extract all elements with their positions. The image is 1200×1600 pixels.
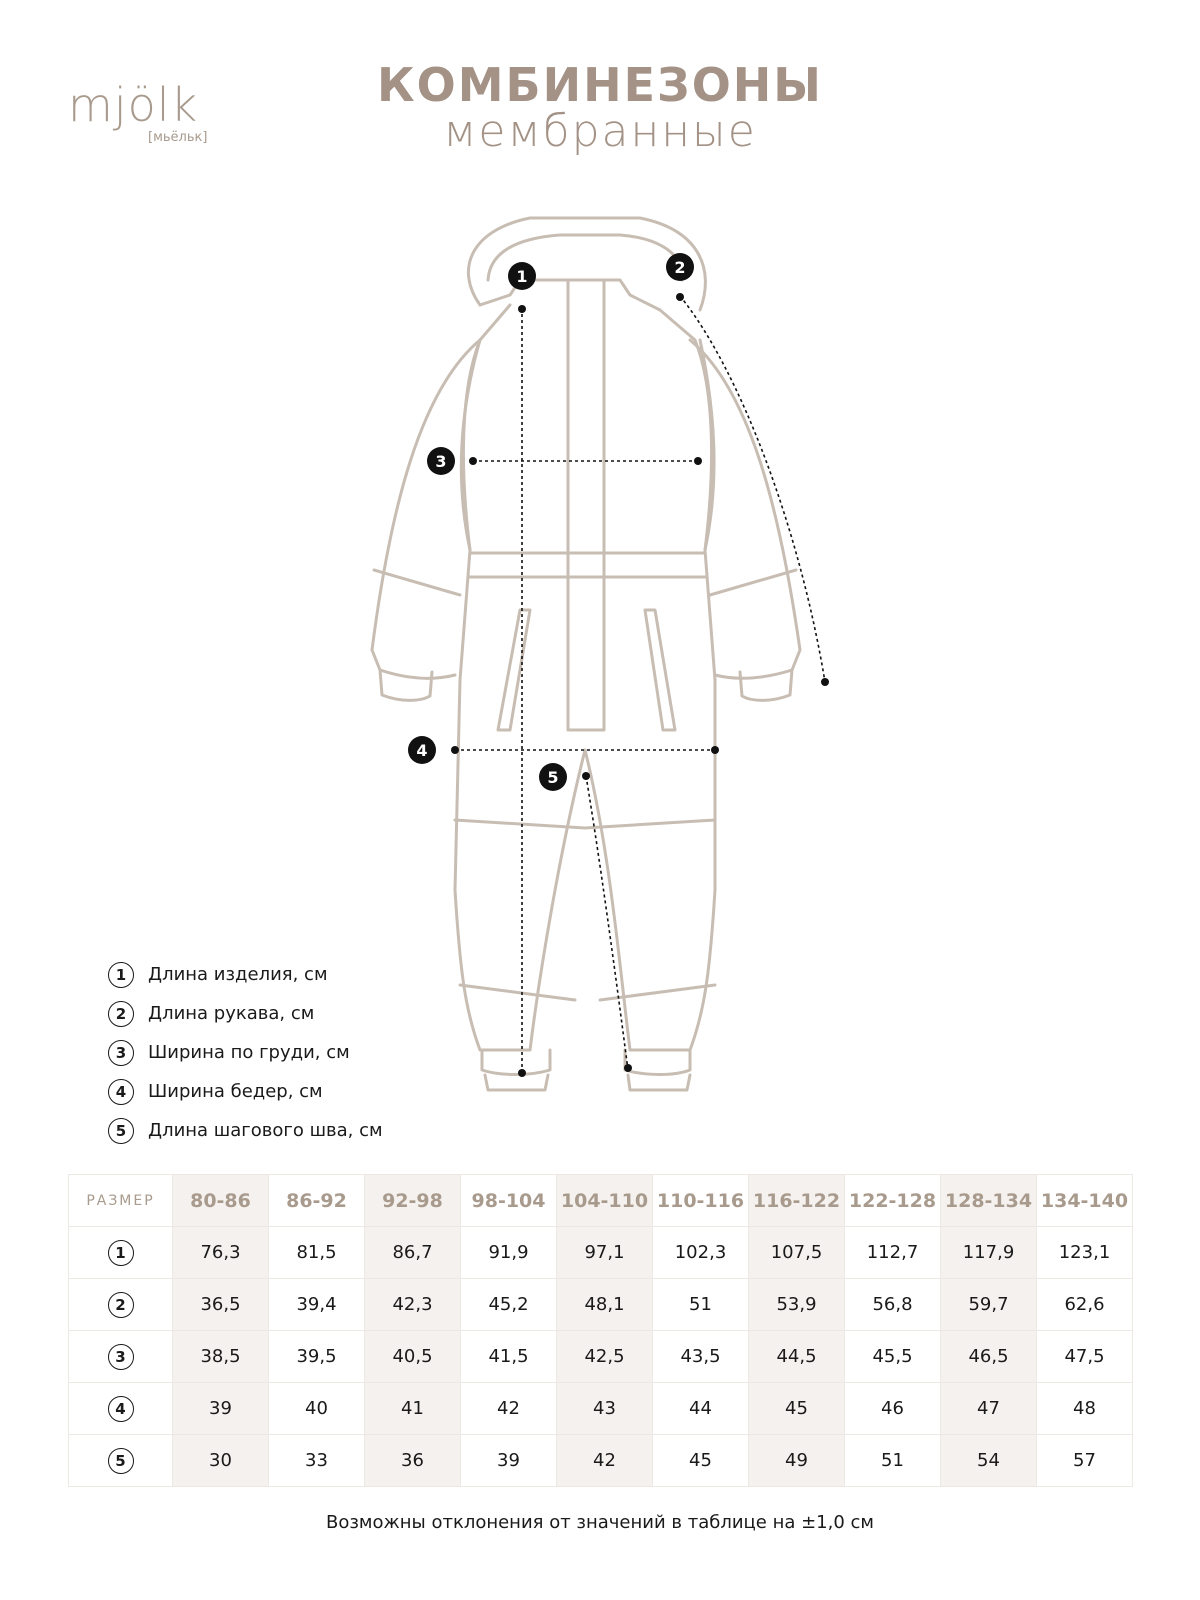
table-cell: 42 <box>557 1435 653 1487</box>
measure-lines <box>455 296 825 1072</box>
row-number-cell <box>69 1435 173 1487</box>
table-cell: 49 <box>749 1435 845 1487</box>
table-row <box>69 1383 1133 1435</box>
legend-item <box>108 994 428 1033</box>
table-cell: 102,3 <box>653 1227 749 1279</box>
legend-label: Длина шагового шва, см <box>148 1120 383 1141</box>
legend-item <box>108 1033 428 1072</box>
svg-text:3: 3 <box>435 452 447 471</box>
table-cell: 53,9 <box>749 1279 845 1331</box>
measurement-legend <box>108 955 428 1150</box>
size-header: 134-140 <box>1037 1175 1133 1227</box>
marker-2 <box>666 253 694 281</box>
table-cell: 112,7 <box>845 1227 941 1279</box>
row-number: 1 <box>108 1240 134 1266</box>
table-cell: 81,5 <box>269 1227 365 1279</box>
size-header-row <box>69 1175 1133 1227</box>
legend-label: Длина рукава, см <box>148 1003 315 1024</box>
table-cell: 59,7 <box>941 1279 1037 1331</box>
size-header: 86-92 <box>269 1175 365 1227</box>
table-cell: 38,5 <box>173 1331 269 1383</box>
svg-text:1: 1 <box>516 267 528 286</box>
marker-3 <box>427 447 455 475</box>
legend-item <box>108 955 428 994</box>
svg-text:2: 2 <box>674 258 686 277</box>
size-header: 92-98 <box>365 1175 461 1227</box>
legend-label: Ширина бедер, см <box>148 1081 323 1102</box>
logo-text: mjölk <box>68 78 199 132</box>
table-cell: 39 <box>461 1435 557 1487</box>
row-number: 2 <box>108 1292 134 1318</box>
table-cell: 42,3 <box>365 1279 461 1331</box>
jumpsuit-outline <box>372 218 800 1090</box>
page-title: КОМБИНЕЗОНЫ <box>377 58 823 112</box>
table-cell: 51 <box>845 1435 941 1487</box>
legend-number: 2 <box>108 1001 134 1027</box>
table-cell: 45,5 <box>845 1331 941 1383</box>
table-cell: 86,7 <box>365 1227 461 1279</box>
table-cell: 48,1 <box>557 1279 653 1331</box>
svg-text:4: 4 <box>416 741 428 760</box>
table-cell: 117,9 <box>941 1227 1037 1279</box>
table-cell: 45 <box>653 1435 749 1487</box>
jumpsuit-diagram <box>360 210 860 1120</box>
table-cell: 39,4 <box>269 1279 365 1331</box>
table-cell: 33 <box>269 1435 365 1487</box>
row-number: 3 <box>108 1344 134 1370</box>
table-cell: 44,5 <box>749 1331 845 1383</box>
table-cell: 43 <box>557 1383 653 1435</box>
legend-number: 4 <box>108 1079 134 1105</box>
row-number-cell <box>69 1383 173 1435</box>
size-header: 128-134 <box>941 1175 1037 1227</box>
table-cell: 30 <box>173 1435 269 1487</box>
table-cell: 46 <box>845 1383 941 1435</box>
table-row <box>69 1331 1133 1383</box>
table-cell: 45,2 <box>461 1279 557 1331</box>
size-header: 104-110 <box>557 1175 653 1227</box>
table-cell: 42 <box>461 1383 557 1435</box>
size-header: 80-86 <box>173 1175 269 1227</box>
brand-logo <box>68 78 218 152</box>
table-cell: 91,9 <box>461 1227 557 1279</box>
table-cell: 41,5 <box>461 1331 557 1383</box>
table-cell: 40,5 <box>365 1331 461 1383</box>
table-cell: 62,6 <box>1037 1279 1133 1331</box>
legend-number: 5 <box>108 1118 134 1144</box>
legend-item <box>108 1111 428 1150</box>
table-cell: 36 <box>365 1435 461 1487</box>
table-cell: 47 <box>941 1383 1037 1435</box>
table-cell: 76,3 <box>173 1227 269 1279</box>
table-cell: 44 <box>653 1383 749 1435</box>
marker-4 <box>408 736 436 764</box>
table-row <box>69 1227 1133 1279</box>
table-cell: 123,1 <box>1037 1227 1133 1279</box>
table-cell: 97,1 <box>557 1227 653 1279</box>
legend-item <box>108 1072 428 1111</box>
table-cell: 41 <box>365 1383 461 1435</box>
table-cell: 57 <box>1037 1435 1133 1487</box>
table-cell: 45 <box>749 1383 845 1435</box>
size-header: 116-122 <box>749 1175 845 1227</box>
size-header: 98-104 <box>461 1175 557 1227</box>
table-row <box>69 1435 1133 1487</box>
size-table <box>68 1174 1133 1487</box>
table-cell: 48 <box>1037 1383 1133 1435</box>
logo-subtext: [мьёльк] <box>148 130 208 145</box>
legend-label: Длина изделия, см <box>148 964 328 985</box>
table-row <box>69 1279 1133 1331</box>
table-cell: 43,5 <box>653 1331 749 1383</box>
size-header: 122-128 <box>845 1175 941 1227</box>
row-number-cell <box>69 1227 173 1279</box>
marker-5 <box>539 763 567 791</box>
legend-label: Ширина по груди, см <box>148 1042 350 1063</box>
table-cell: 51 <box>653 1279 749 1331</box>
size-header: 110-116 <box>653 1175 749 1227</box>
table-cell: 40 <box>269 1383 365 1435</box>
table-cell: 36,5 <box>173 1279 269 1331</box>
table-cell: 39,5 <box>269 1331 365 1383</box>
table-cell: 47,5 <box>1037 1331 1133 1383</box>
marker-1 <box>508 262 536 290</box>
table-cell: 39 <box>173 1383 269 1435</box>
row-number: 4 <box>108 1396 134 1422</box>
page-subtitle: мембранные <box>443 106 757 157</box>
legend-number: 3 <box>108 1040 134 1066</box>
table-cell: 107,5 <box>749 1227 845 1279</box>
table-cell: 56,8 <box>845 1279 941 1331</box>
row-number-cell <box>69 1331 173 1383</box>
row-number: 5 <box>108 1448 134 1474</box>
row-number-cell <box>69 1279 173 1331</box>
size-label-header: РАЗМЕР <box>69 1175 173 1227</box>
table-cell: 46,5 <box>941 1331 1037 1383</box>
svg-text:5: 5 <box>547 768 559 787</box>
table-cell: 54 <box>941 1435 1037 1487</box>
legend-number: 1 <box>108 962 134 988</box>
table-cell: 42,5 <box>557 1331 653 1383</box>
tolerance-note: Возможны отклонения от значений в таблице на ±1,0 см <box>326 1512 874 1533</box>
